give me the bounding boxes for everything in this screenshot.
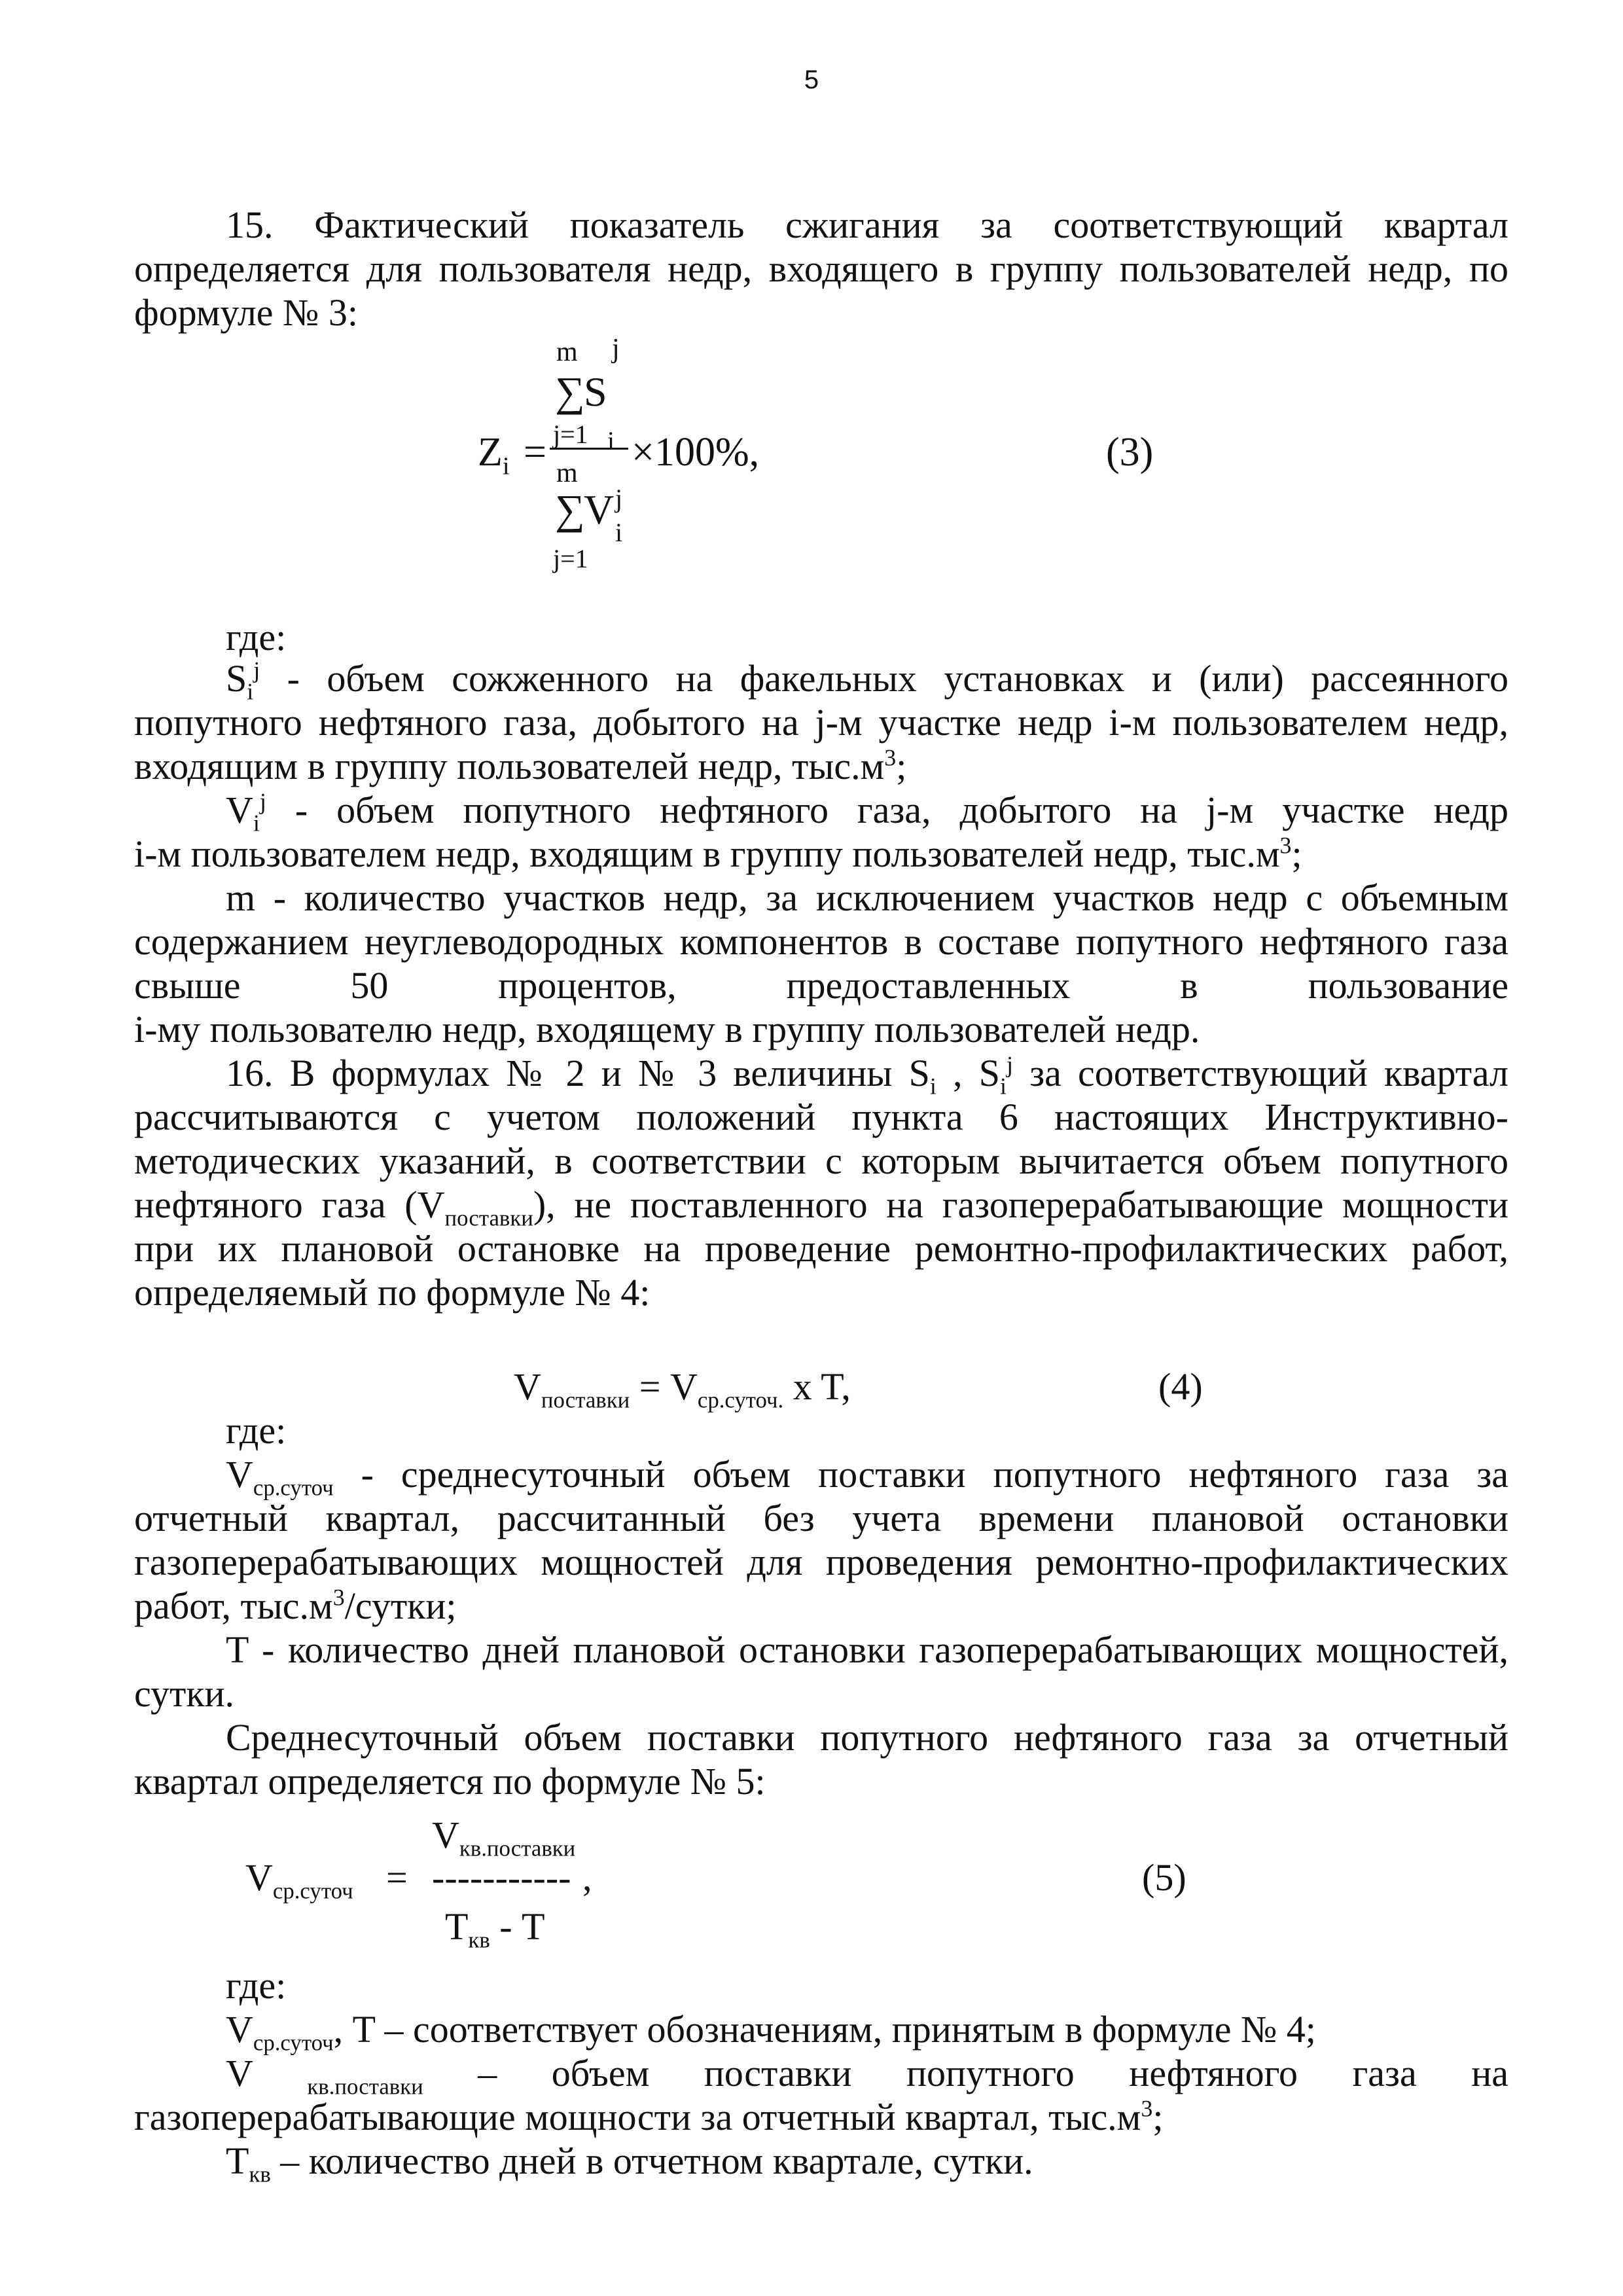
paragraph-15 xyxy=(134,203,1508,334)
p16-line-3: методических указаний, в соответствии с которым вычитается объем попутного xyxy=(134,1139,1508,1182)
p16-line-6: определяемый по формуле № 4: xyxy=(134,1271,651,1314)
definitions-formula-5 xyxy=(134,2007,1508,2187)
p15-line-2: определяется для пользователя недр, входящего в группу пользователей недр, по xyxy=(134,247,1508,290)
where-label-1: где: xyxy=(226,616,287,658)
formula3-s: S xyxy=(584,368,607,415)
formula5-numerator: $V_{кв.поставки}$ xyxy=(432,1814,576,1861)
definitions-formula-3 xyxy=(134,656,1508,1314)
formula5-equals: = xyxy=(386,1856,408,1899)
p16-line-4: нефтяного газа $(V_{поставки})$, не поставленного на газоперерабатывающие мощности xyxy=(134,1183,1508,1231)
p15-line-1: 15. Фактический показатель сжигания за соответствующий квартал xyxy=(226,204,1508,246)
formula3-equals: = xyxy=(524,430,546,475)
page-number: 5 xyxy=(804,65,819,94)
formula3-bottom-m: m xyxy=(556,458,578,488)
formula4-number: (4) xyxy=(1158,1365,1203,1408)
def-vsr-line-1: $V_{ср.суточ}$ - среднесуточный объем поставки попутного нефтяного газа за xyxy=(226,1453,1508,1501)
formula5-denominator: $T_{кв}$ - T xyxy=(445,1905,545,1953)
def-m-line-4: i-му пользователю недр, входящему в группу пользователей недр. xyxy=(134,1008,1200,1050)
definitions-formula-4 xyxy=(134,1452,1508,1803)
defs5-line-1: $V_{ср.суточ}$, T – соответствует обозначениям, принятым в формуле № 4; xyxy=(226,2008,1316,2056)
formula3-top-j: j xyxy=(612,334,620,364)
p16-line-5: при их плановой остановке на проведение ремонтно-профилактических работ, xyxy=(134,1227,1508,1270)
formula3-v: V xyxy=(584,486,615,533)
formula3-v-sub-i: i xyxy=(615,518,623,547)
where-label-2: где: xyxy=(226,1409,287,1452)
def-m-line-1: m - количество участков недр, за исключением участков недр с объемным xyxy=(226,876,1508,919)
formula5-comma: , xyxy=(582,1856,592,1899)
defs5-line-4: $T_{кв}$ – количество дней в отчетном квартале, сутки. xyxy=(226,2140,1033,2187)
formula3-sum-bottom: ∑ xyxy=(555,486,585,533)
def-s-line-1: $S_i^j$ - объем сожженного на факельных установках и (или) рассеянного xyxy=(226,656,1508,705)
p16-line-1: 16. В формулах № 2 и № 3 величины $S_i$ , $S_i^j$ за соответствующий квартал xyxy=(226,1051,1508,1100)
formula5-left-v: $V_{ср.суточ}$ xyxy=(245,1856,353,1904)
formula3-number: (3) xyxy=(1106,430,1154,475)
formula3-z: $Z_i$ xyxy=(478,430,510,480)
def-vsr-line-4: работ, $тыс.м^3$/сутки; xyxy=(134,1584,457,1627)
def-s-line-2: попутного нефтяного газа, добытого на j-м участке недр i-м пользователем недр, xyxy=(134,701,1508,744)
formula-4: $V_{поставки} = V_{ср.суточ.}$ x T, xyxy=(514,1365,851,1413)
formula3-j1-top: j=1 xyxy=(553,420,588,449)
defs5-line-2: V $_{кв.поставки}$ – объем поставки попутного нефтяного газа на xyxy=(226,2052,1508,2100)
where-label-3: где: xyxy=(226,1964,287,2007)
def-v-line-1: $V_i^j$ - объем попутного нефтяного газа, добытого на j-м участке недр xyxy=(226,788,1509,836)
p-avg-line-1: Среднесуточный объем поставки попутного нефтяного газа за отчетный xyxy=(226,1716,1508,1759)
def-s-line-3: входящим в группу пользователей недр, $тыс.м^3$; xyxy=(134,744,907,787)
formula3-j1-bottom: j=1 xyxy=(553,544,588,573)
formula3-s-sub-i: i xyxy=(607,426,615,456)
p-avg-line-2: квартал определяется по формуле № 5: xyxy=(134,1760,766,1803)
formula5-number: (5) xyxy=(1142,1856,1186,1899)
def-t-line-1: T - количество дней плановой остановки газоперерабатывающих мощностей, xyxy=(226,1628,1508,1671)
p16-line-2: рассчитываются с учетом положений пункта 6 настоящих Инструктивно- xyxy=(134,1096,1508,1138)
formula5-dashes: ----------- xyxy=(432,1856,571,1899)
def-t-line-2: сутки. xyxy=(134,1672,235,1715)
def-v-line-2: i-м пользователем недр, входящим в группу пользователей недр, $тыс.м^3$; xyxy=(134,832,1302,875)
def-m-line-3: свыше 50 процентов, предоставленных в пользование xyxy=(134,964,1508,1007)
formula3-sum-top: ∑ xyxy=(555,368,585,415)
def-vsr-line-3: газоперерабатывающих мощностей для проведения ремонтно-профилактических xyxy=(134,1541,1508,1583)
formula3-times-100: ×100%, xyxy=(632,430,760,475)
def-vsr-line-2: отчетный квартал, рассчитанный без учета времени плановой остановки xyxy=(134,1497,1508,1539)
formula3-top-m: m xyxy=(556,337,578,367)
defs5-line-3: газоперерабатывающие мощности за отчетный квартал, $тыс.м^3$; xyxy=(134,2095,1164,2138)
formula3-fraction-bar xyxy=(550,448,628,450)
formula3-v-sup-j: j xyxy=(615,484,623,513)
def-m-line-2: содержанием неуглеводородных компонентов в составе попутного нефтяного газа xyxy=(134,920,1508,963)
p15-line-3: формуле № 3: xyxy=(134,291,358,334)
